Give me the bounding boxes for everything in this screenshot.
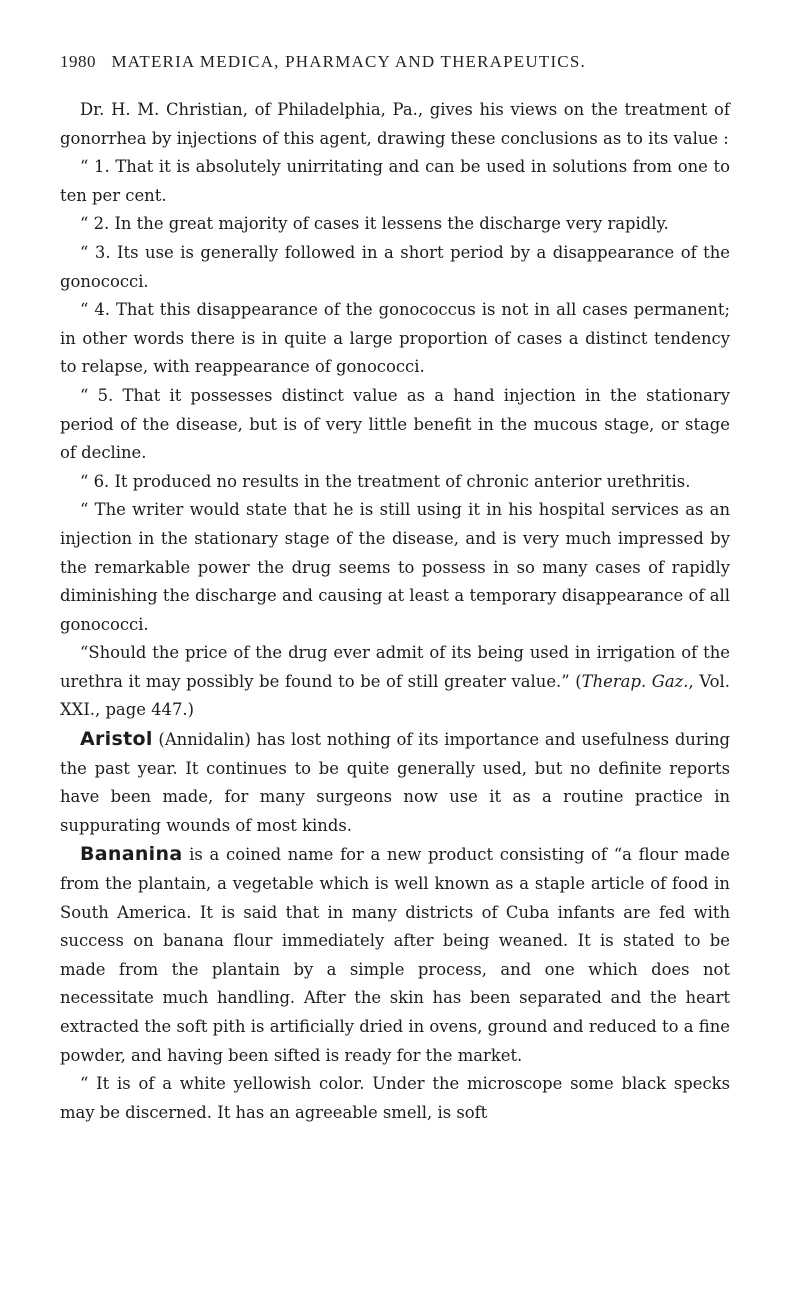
- running-header: [60, 52, 730, 72]
- running-title: MATERIA MEDICA, PHARMACY AND THERAPEUTICS.: [111, 52, 586, 71]
- page-number: 1980: [60, 52, 96, 71]
- quote-end-text: “Should the price of the drug ever admit of its being used in irrigation of the urethra it may possibly be found to be of still greater value.” (: [60, 643, 730, 691]
- book-page: [60, 52, 730, 1127]
- paragraph-intro: Dr. H. M. Christian, of Philadelphia, Pa., gives his views on the treatment of gonorrhea by injections of this agent, drawing these conclusions as to its value :: [60, 100, 730, 148]
- paragraph-writer-statement: “ The writer would state that he is still using it in his hospital services as an injection in the stationary stage of the disease, and is very much impressed by the remarkable power the drug seems to possess in so many cases of rapidly diminishing the discharge and causing at least a temporary disappearance of all gonococci.: [60, 500, 730, 634]
- citation-journal: Therap. Gaz.: [581, 671, 689, 691]
- entry-aristol: [60, 725, 730, 840]
- paragraph-conclusion-5: “ 5. That it possesses distinct value as a hand injection in the stationary period of the disease, but is of very little benefit in the mucous stage, or stage of decline.: [60, 385, 730, 463]
- paragraph-conclusion-6: “ 6. It produced no results in the treatment of chronic anterior urethritis.: [80, 471, 691, 491]
- paragraph-last: “ It is of a white yellowish color. Under the microscope some black specks may be discerned. It has an agreeable smell, is soft: [60, 1074, 730, 1122]
- paragraph-conclusion-4: “ 4. That this disappearance of the gonococcus is not in all cases permanent; in other words there is in quite a large proportion of cases a distinct tendency to relapse, with reappearance of gonococci.: [60, 300, 730, 377]
- entry-title-aristol: Aristol: [80, 728, 153, 751]
- paragraph-conclusion-3: “ 3. Its use is generally followed in a short period by a disappearance of the gonococci.: [60, 242, 730, 291]
- entry-bananina: [60, 840, 730, 1070]
- entry-title-bananina: Bananina: [80, 843, 183, 866]
- paragraph-quote-end: [60, 639, 730, 725]
- entry-text-aristol: (Annidalin) has lost nothing of its importance and usefulness during the past year. It continues to be quite generally used, but no definite reports have been made, for many surgeons now use it as a routine practice in suppurating wounds of most kinds.: [60, 730, 730, 835]
- citation-details: , Vol. XXI., page 447.): [60, 671, 730, 720]
- paragraph-conclusion-2: “ 2. In the great majority of cases it lessens the discharge very rapidly.: [80, 214, 669, 234]
- paragraph-conclusion-1: “ 1. That it is absolutely unirritating and can be used in solutions from one to ten per cent.: [60, 157, 730, 205]
- entry-text-bananina: is a coined name for a new product consisting of “a flour made from the plantain, a vegetable which is well known as a staple article of food in South America. It is said that in many districts of Cuba infants are fed with success on banana flour immediately after being weaned. It is stated to be made from the plantain by a simple process, and one which does not necessitate much handling. After the skin has been separated and the heart extracted the soft pith is artificially dried in ovens, ground and reduced to a fine powder, and having been sifted is ready for the market.: [60, 845, 730, 1065]
